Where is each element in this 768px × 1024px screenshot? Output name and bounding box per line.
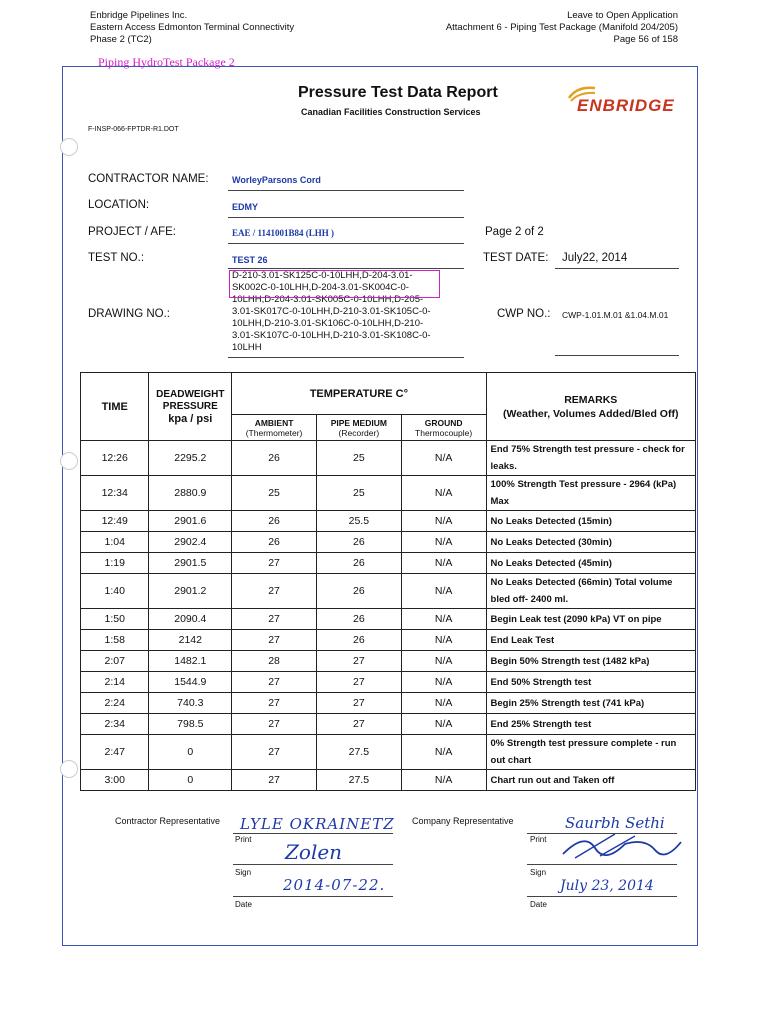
time-cell: 1:40 — [81, 574, 149, 609]
ground-cell: N/A — [401, 630, 486, 651]
table-row — [81, 553, 696, 574]
drawing-line: 3.01-SK017C-0-10LHH,D-210-3.01-SK105C-0- — [232, 306, 431, 317]
remarks-cell: End 75% Strength test pressure - check for leaks. — [486, 441, 695, 476]
company-print-name: Saurbh Sethi — [565, 814, 665, 832]
pressure-cell: 1544.9 — [149, 672, 232, 693]
header-phase: Phase 2 (TC2) — [90, 34, 152, 45]
contractor-sign-line — [233, 864, 393, 865]
pipe-medium-cell: 27.5 — [316, 770, 401, 791]
contractor-value: WorleyParsons Cord — [232, 175, 321, 185]
table-row — [81, 511, 696, 532]
test-no-label: TEST NO.: — [88, 252, 145, 264]
company-sign-line — [527, 864, 677, 865]
company-print-caption: Print — [530, 835, 547, 844]
location-line — [228, 217, 464, 218]
ambient-cell: 27 — [232, 672, 317, 693]
table-row — [81, 714, 696, 735]
col-pipe-medium: PIPE MEDIUM (Recorder) — [316, 415, 401, 441]
ground-cell: N/A — [401, 511, 486, 532]
time-cell: 1:58 — [81, 630, 149, 651]
location-label: LOCATION: — [88, 199, 150, 211]
ground-cell: N/A — [401, 532, 486, 553]
cwp-label: CWP NO.: — [497, 308, 551, 320]
pressure-cell: 2295.2 — [149, 441, 232, 476]
ambient-cell: 27 — [232, 574, 317, 609]
ground-cell: N/A — [401, 735, 486, 770]
drawing-line: 10LHH — [232, 342, 262, 353]
project-line — [228, 243, 464, 244]
time-cell: 1:50 — [81, 609, 149, 630]
drawing-line: 10LHH,D-204-3.01-SK005C-0-10LHH,D-205- — [232, 294, 424, 305]
form-number: F-INSP-066-FPTDR-R1.DOT — [88, 126, 179, 133]
location-value: EDMY — [232, 202, 259, 212]
col-ambient: AMBIENT (Thermometer) — [232, 415, 317, 441]
project-value: EAE / 1141001B84 (LHH ) — [232, 228, 335, 238]
pipe-medium-cell: 26 — [316, 553, 401, 574]
ambient-cell: 26 — [232, 532, 317, 553]
header-project: Eastern Access Edmonton Terminal Connectivity — [90, 22, 295, 33]
ambient-cell: 25 — [232, 476, 317, 511]
time-cell: 12:49 — [81, 511, 149, 532]
remarks-cell: No Leaks Detected (66min) Total volume bled off- 2400 ml. — [486, 574, 695, 609]
logo-text: ENBRIDGE — [577, 96, 675, 115]
punch-hole — [60, 138, 78, 156]
pressure-cell: 2142 — [149, 630, 232, 651]
pressure-cell: 2901.6 — [149, 511, 232, 532]
contractor-date-caption: Date — [235, 900, 252, 909]
test-no-line — [228, 268, 464, 269]
table-row — [81, 672, 696, 693]
ground-cell: N/A — [401, 770, 486, 791]
pipe-medium-cell: 27 — [316, 693, 401, 714]
pressure-cell: 2880.9 — [149, 476, 232, 511]
ground-cell: N/A — [401, 441, 486, 476]
drawing-line-rule — [228, 357, 464, 358]
pressure-cell: 0 — [149, 770, 232, 791]
ground-cell: N/A — [401, 574, 486, 609]
table-row — [81, 693, 696, 714]
remarks-cell: End 50% Strength test — [486, 672, 695, 693]
col-pressure: DEADWEIGHT PRESSURE kpa / psi — [149, 373, 232, 441]
package-label: Piping HydroTest Package 2 — [98, 55, 235, 69]
company-date: July 23, 2014 — [560, 878, 654, 894]
remarks-cell: Begin Leak test (2090 kPa) VT on pipe — [486, 609, 695, 630]
report-subtitle: Canadian Facilities Construction Services — [301, 107, 481, 117]
col-ground: GROUND Thermocouple) — [401, 415, 486, 441]
pressure-test-table — [80, 372, 696, 791]
contractor-date: 2014-07-22. — [283, 876, 386, 894]
remarks-cell: Begin 25% Strength test (741 kPa) — [486, 693, 695, 714]
pipe-medium-cell: 26 — [316, 574, 401, 609]
drawing-line: D-210-3.01-SK125C-0-10LHH,D-204-3.01- — [232, 270, 413, 281]
pipe-medium-cell: 27.5 — [316, 735, 401, 770]
contractor-print-caption: Print — [235, 835, 252, 844]
time-cell: 1:19 — [81, 553, 149, 574]
pressure-cell: 0 — [149, 735, 232, 770]
time-cell: 2:07 — [81, 651, 149, 672]
time-cell: 12:26 — [81, 441, 149, 476]
remarks-cell: 0% Strength test pressure complete - run out chart — [486, 735, 695, 770]
table-row — [81, 476, 696, 511]
test-date-value: July22, 2014 — [562, 252, 628, 264]
remarks-cell: No Leaks Detected (30min) — [486, 532, 695, 553]
pressure-cell: 798.5 — [149, 714, 232, 735]
remarks-cell: 100% Strength Test pressure - 2964 (kPa) Max — [486, 476, 695, 511]
pipe-medium-cell: 25 — [316, 441, 401, 476]
contractor-rep-label: Contractor Representative — [115, 816, 221, 826]
remarks-cell: End 25% Strength test — [486, 714, 695, 735]
time-cell: 12:34 — [81, 476, 149, 511]
test-no-value: TEST 26 — [232, 255, 268, 265]
pressure-cell: 740.3 — [149, 693, 232, 714]
ambient-cell: 27 — [232, 735, 317, 770]
time-cell: 2:34 — [81, 714, 149, 735]
report-title: Pressure Test Data Report — [298, 84, 498, 101]
pipe-medium-cell: 27 — [316, 714, 401, 735]
col-time: TIME — [81, 373, 149, 441]
pipe-medium-cell: 27 — [316, 672, 401, 693]
pressure-cell: 2901.5 — [149, 553, 232, 574]
pipe-medium-cell: 27 — [316, 651, 401, 672]
table-row — [81, 770, 696, 791]
company-sign-caption: Sign — [530, 868, 547, 877]
table-row — [81, 630, 696, 651]
drawing-label: DRAWING NO.: — [88, 308, 170, 320]
ambient-cell: 26 — [232, 441, 317, 476]
pressure-cell: 2902.4 — [149, 532, 232, 553]
header-application: Leave to Open Application — [567, 10, 678, 21]
ground-cell: N/A — [401, 651, 486, 672]
ambient-cell: 28 — [232, 651, 317, 672]
cwp-value: CWP-1.01.M.01 &1.04.M.01 — [562, 310, 669, 320]
punch-hole — [60, 760, 78, 778]
table-row — [81, 574, 696, 609]
ground-cell: N/A — [401, 553, 486, 574]
ambient-cell: 27 — [232, 714, 317, 735]
company-signature — [555, 830, 685, 864]
pipe-medium-cell: 26 — [316, 630, 401, 651]
ambient-cell: 27 — [232, 770, 317, 791]
highlight-box — [229, 270, 440, 298]
contractor-line — [228, 190, 464, 191]
ground-cell: N/A — [401, 672, 486, 693]
ambient-cell: 27 — [232, 553, 317, 574]
time-cell: 2:14 — [81, 672, 149, 693]
time-cell: 2:47 — [81, 735, 149, 770]
remarks-cell: Begin 50% Strength test (1482 kPa) — [486, 651, 695, 672]
remarks-cell: Chart run out and Taken off — [486, 770, 695, 791]
pressure-cell: 1482.1 — [149, 651, 232, 672]
cwp-line — [555, 355, 679, 356]
col-remarks: REMARKS (Weather, Volumes Added/Bled Off) — [486, 373, 695, 441]
ambient-cell: 27 — [232, 609, 317, 630]
contractor-print-name: LYLE OKRAINETZ — [240, 815, 395, 833]
ambient-cell: 27 — [232, 693, 317, 714]
test-date-line — [555, 268, 679, 269]
contractor-signature: Zolen — [285, 840, 343, 864]
drawing-line: 10LHH,D-210-3.01-SK106C-0-10LHH,D-210- — [232, 318, 424, 329]
pressure-cell: 2090.4 — [149, 609, 232, 630]
company-date-caption: Date — [530, 900, 547, 909]
ambient-cell: 26 — [232, 511, 317, 532]
header-attachment: Attachment 6 - Piping Test Package (Manifold 204/205) — [445, 22, 678, 33]
pipe-medium-cell: 26 — [316, 532, 401, 553]
company-date-line — [527, 896, 677, 897]
time-cell: 3:00 — [81, 770, 149, 791]
test-date-label: TEST DATE: — [483, 252, 549, 264]
header-page-number: Page 56 of 158 — [613, 34, 678, 45]
header-company: Enbridge Pipelines Inc. — [90, 10, 188, 21]
remarks-cell: No Leaks Detected (15min) — [486, 511, 695, 532]
table-row — [81, 651, 696, 672]
table-row — [81, 441, 696, 476]
company-rep-label: Company Representative — [412, 816, 514, 826]
header-right — [446, 10, 678, 46]
remarks-cell: End Leak Test — [486, 630, 695, 651]
drawing-line: SK002C-0-10LHH,D-204-3.01-SK004C-0- — [232, 282, 409, 293]
ground-cell: N/A — [401, 609, 486, 630]
pipe-medium-cell: 26 — [316, 609, 401, 630]
time-cell: 2:24 — [81, 693, 149, 714]
ground-cell: N/A — [401, 476, 486, 511]
ground-cell: N/A — [401, 714, 486, 735]
ambient-cell: 27 — [232, 630, 317, 651]
col-temperature: TEMPERATURE C° — [232, 373, 486, 415]
time-cell: 1:04 — [81, 532, 149, 553]
project-label: PROJECT / AFE: — [88, 226, 176, 238]
contractor-label: CONTRACTOR NAME: — [88, 173, 209, 185]
pipe-medium-cell: 25.5 — [316, 511, 401, 532]
pressure-cell: 2901.2 — [149, 574, 232, 609]
pipe-medium-cell: 25 — [316, 476, 401, 511]
table-row — [81, 609, 696, 630]
table-row — [81, 532, 696, 553]
punch-hole — [60, 452, 78, 470]
contractor-print-line — [233, 833, 393, 834]
contractor-sign-caption: Sign — [235, 868, 252, 877]
contractor-date-line — [233, 896, 393, 897]
ground-cell: N/A — [401, 693, 486, 714]
remarks-cell: No Leaks Detected (45min) — [486, 553, 695, 574]
page-of-label: Page 2 of 2 — [485, 226, 544, 238]
drawing-line: 3.01-SK107C-0-10LHH,D-210-3.01-SK108C-0- — [232, 330, 431, 341]
header-left — [90, 10, 294, 46]
table-row — [81, 735, 696, 770]
